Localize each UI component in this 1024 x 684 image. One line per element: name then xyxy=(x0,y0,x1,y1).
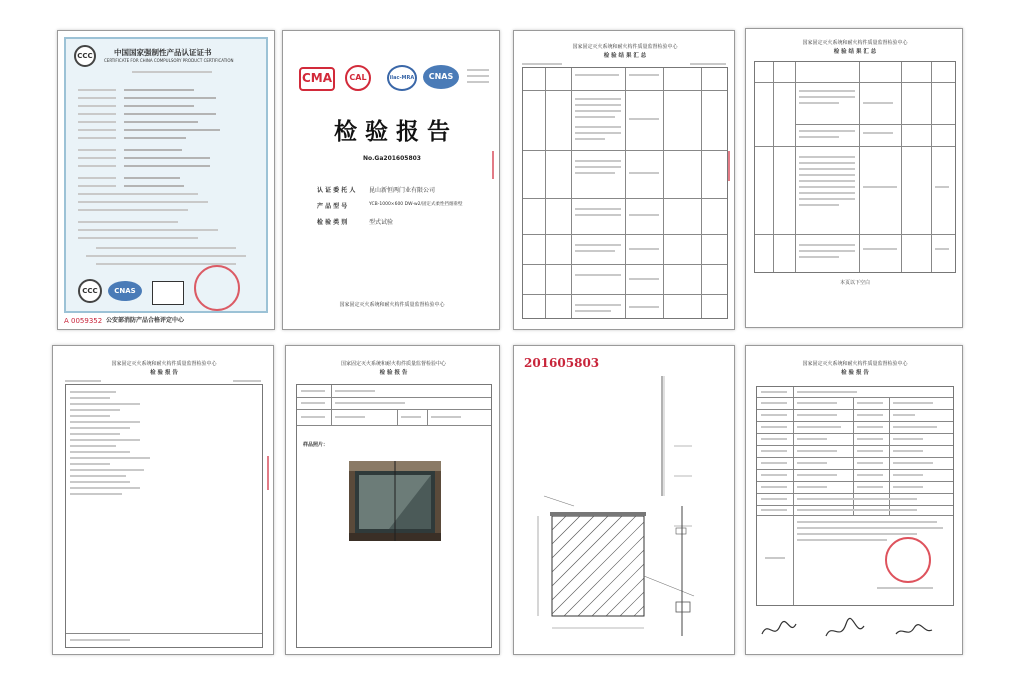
report-cover-page xyxy=(282,30,500,330)
cma-logo: CMA xyxy=(299,67,335,91)
certificate-page xyxy=(57,30,275,330)
report-seal xyxy=(885,537,931,583)
cover-field-label: 产 品 型 号 xyxy=(317,203,348,210)
cover-footer: 国家固定灭火系统和耐火构件质量监督检验中心 xyxy=(339,302,445,308)
report-page-photo xyxy=(285,345,500,655)
ccc-logo: CCC xyxy=(74,45,96,67)
summary-page-1 xyxy=(513,30,735,330)
page-org: 国家固定灭火系统和耐火构件质量监督检验中心 xyxy=(111,361,217,367)
cnas-logo-cover: CNAS xyxy=(423,65,459,89)
photo-label: 样品照片： xyxy=(303,442,329,448)
cover-field-value: 昆山新恒两门业有限公司 xyxy=(369,187,436,194)
cover-field-value: 型式试验 xyxy=(369,219,394,226)
page-title: 检 验 报 告 xyxy=(841,370,869,376)
binding-mark xyxy=(267,456,269,490)
binding-mark xyxy=(728,151,730,181)
page-title: 检 验 报 告 xyxy=(379,370,408,376)
sample-photo xyxy=(349,461,441,541)
page-title: 检 验 结 果 汇 总 xyxy=(603,53,647,59)
page-org: 国家固定灭火系统和耐火构件质量监督检验中心 xyxy=(802,361,908,367)
certificate-footer: 公安部消防产品合格评定中心 xyxy=(106,317,185,324)
cover-title: 检 验 报 告 xyxy=(333,118,451,145)
report-page-conclusion xyxy=(745,345,963,655)
ccc-bottom-logo: CCC xyxy=(78,279,102,303)
summary-page-2 xyxy=(745,28,963,328)
certificate-seal xyxy=(194,265,240,311)
report-body xyxy=(65,384,263,648)
certificate-title-en: CERTIFICATE FOR CHINA COMPULSORY PRODUCT CERTIFICATION xyxy=(104,58,234,63)
page-org: 国家固定灭火系统和耐火构件质量监督检验中心 xyxy=(802,40,908,46)
technical-drawing-page xyxy=(513,345,735,655)
drawing-stamp-number: 201605803 xyxy=(524,356,600,370)
binding-mark xyxy=(492,151,494,179)
certificate-serial: A 0059352 xyxy=(64,317,103,325)
signatures xyxy=(756,612,956,648)
drawing-svg xyxy=(514,346,735,655)
report-number: No.Ga201605803 xyxy=(363,155,421,162)
summary-table xyxy=(754,61,956,273)
cover-field-value: YCB-1000×600 DW-w2/固定式柔性挡烟垂壁 xyxy=(369,202,463,207)
report-page-text xyxy=(52,345,274,655)
page-org: 国家固定灭火系统和耐火构件质量监督检验中心 xyxy=(572,44,678,50)
report-table xyxy=(756,386,954,606)
ilac-mra-logo: ilac-MRA xyxy=(387,65,417,91)
ilac-logo xyxy=(152,281,184,305)
cnas-logo: CNAS xyxy=(108,281,142,301)
page-title: 检 验 结 果 汇 总 xyxy=(833,49,877,55)
certificate-title: 中国国家强制性产品认证证书 xyxy=(114,48,212,57)
page-org: 国家固定灭火系统和耐火构件质量监督检验中心 xyxy=(340,361,446,367)
cover-field-label: 认 证 委 托 人 xyxy=(317,187,356,194)
cover-field-label: 检 验 类 别 xyxy=(317,219,348,226)
page-title: 检 验 报 告 xyxy=(150,370,178,376)
cal-logo: CAL xyxy=(345,65,371,91)
summary-table xyxy=(522,67,728,319)
report-body xyxy=(296,384,492,648)
blank-page-note: 本页以下空白 xyxy=(839,280,870,286)
